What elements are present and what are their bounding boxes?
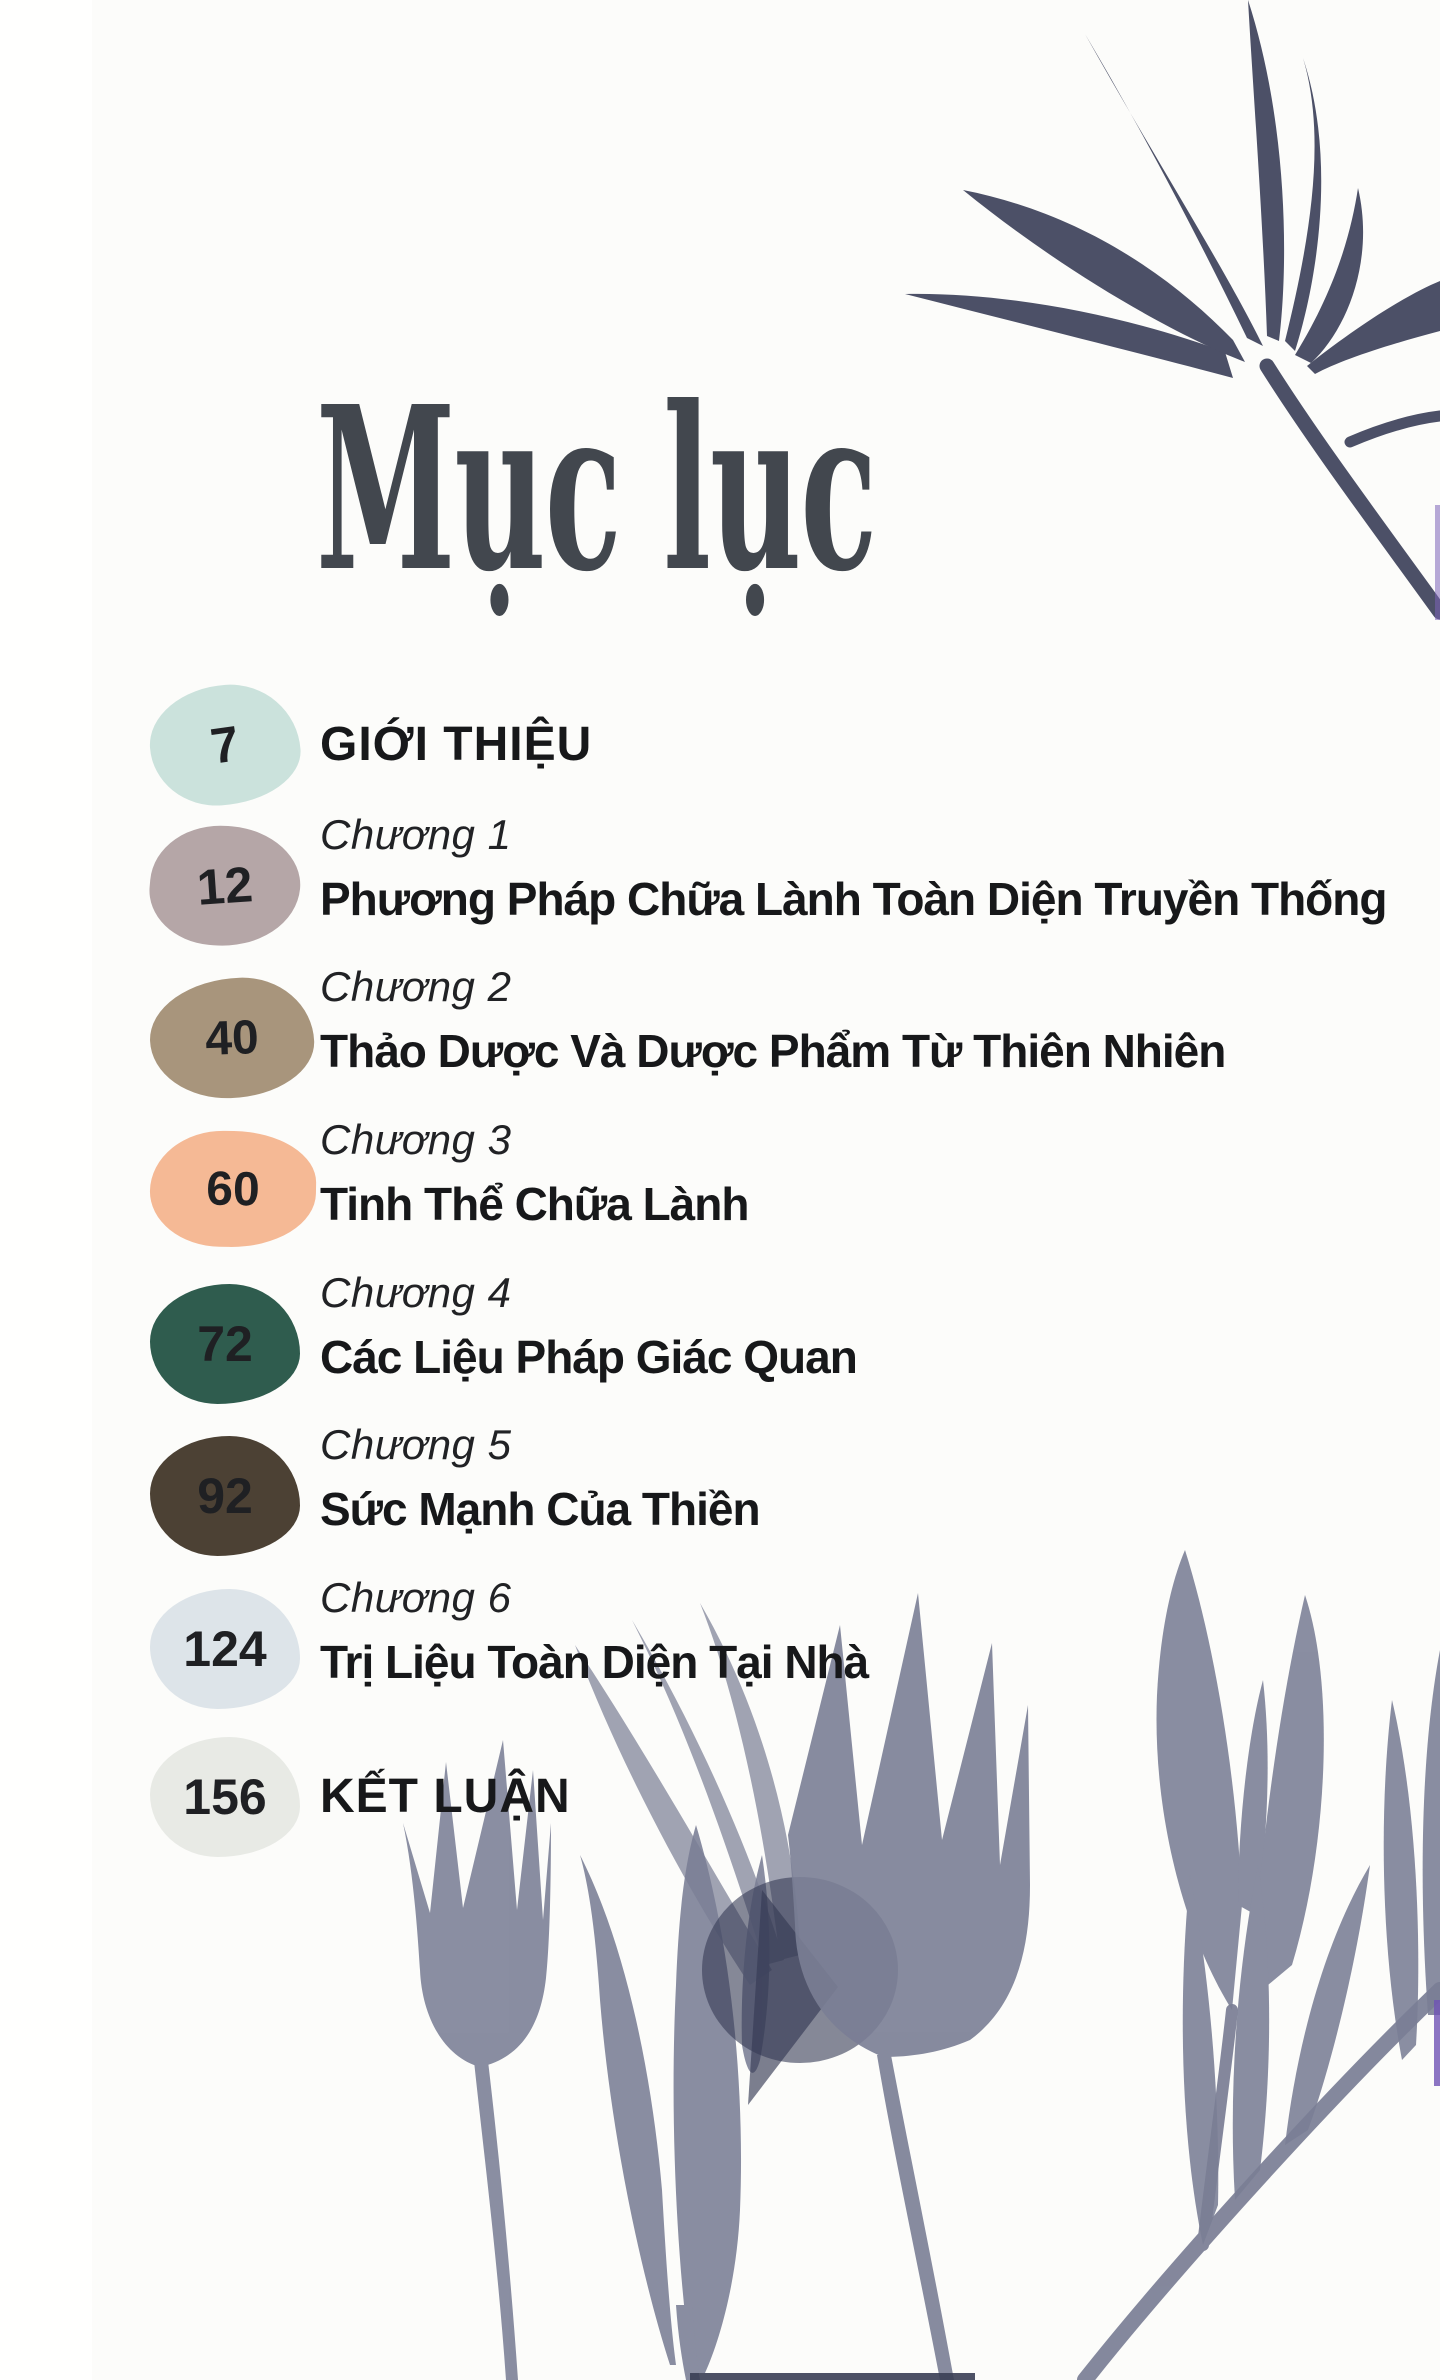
page-number-blob bbox=[150, 1284, 300, 1404]
chapter-label: Chương 1 bbox=[320, 811, 512, 858]
page-number: 40 bbox=[204, 1010, 260, 1066]
scan-artifact bbox=[1435, 505, 1440, 620]
page-number-blob bbox=[148, 975, 316, 1101]
page-number-blob bbox=[150, 1589, 300, 1709]
page-number: 72 bbox=[197, 1316, 253, 1372]
page-number-blob bbox=[150, 1436, 300, 1556]
scan-margin bbox=[0, 0, 92, 2380]
chapter-label: Chương 2 bbox=[320, 963, 512, 1010]
toc-entry bbox=[150, 1269, 1400, 1414]
chapter-title: Các Liệu Pháp Giác Quan bbox=[320, 1331, 857, 1383]
page-number: 60 bbox=[205, 1162, 261, 1216]
page-number-blob bbox=[149, 1130, 317, 1249]
lotus-illustration bbox=[895, 0, 1440, 780]
page-number: 12 bbox=[195, 856, 255, 916]
section-label: GIỚI THIỆU bbox=[320, 718, 593, 771]
page-number-blob bbox=[145, 820, 305, 953]
chapter-label: Chương 4 bbox=[320, 1269, 512, 1316]
chapter-title: Trị Liệu Toàn Diện Tại Nhà bbox=[320, 1636, 869, 1688]
scan-artifact bbox=[1434, 2000, 1440, 2086]
page-title: Mục lục bbox=[316, 358, 877, 622]
chapter-label: Chương 6 bbox=[320, 1574, 512, 1621]
chapter-title: Tinh Thể Chữa Lành bbox=[320, 1178, 749, 1230]
chapter-label: Chương 3 bbox=[320, 1116, 512, 1163]
page-number: 7 bbox=[207, 715, 243, 775]
toc-entry bbox=[150, 1737, 1400, 1867]
scan-artifact bbox=[690, 2373, 975, 2380]
chapter-title: Phương Pháp Chữa Lành Toàn Diện Truyền Thống bbox=[320, 873, 1387, 925]
toc-entry bbox=[150, 811, 1400, 956]
page-number: 124 bbox=[183, 1621, 267, 1677]
page-number: 92 bbox=[197, 1468, 253, 1524]
page-number: 156 bbox=[183, 1769, 267, 1825]
chapter-title: Sức Mạnh Của Thiền bbox=[320, 1483, 760, 1535]
toc-entry bbox=[150, 1421, 1400, 1566]
toc-entry bbox=[150, 963, 1400, 1108]
toc-entry bbox=[150, 1574, 1400, 1719]
toc-entry bbox=[150, 685, 1400, 815]
page-number-blob bbox=[150, 1737, 300, 1857]
chapter-label: Chương 5 bbox=[320, 1421, 512, 1468]
toc-entry bbox=[150, 1116, 1400, 1261]
page-number-blob bbox=[146, 680, 304, 810]
section-label: KẾT LUẬN bbox=[320, 1770, 571, 1823]
chapter-title: Thảo Dược Và Dược Phẩm Từ Thiên Nhiên bbox=[320, 1025, 1226, 1077]
